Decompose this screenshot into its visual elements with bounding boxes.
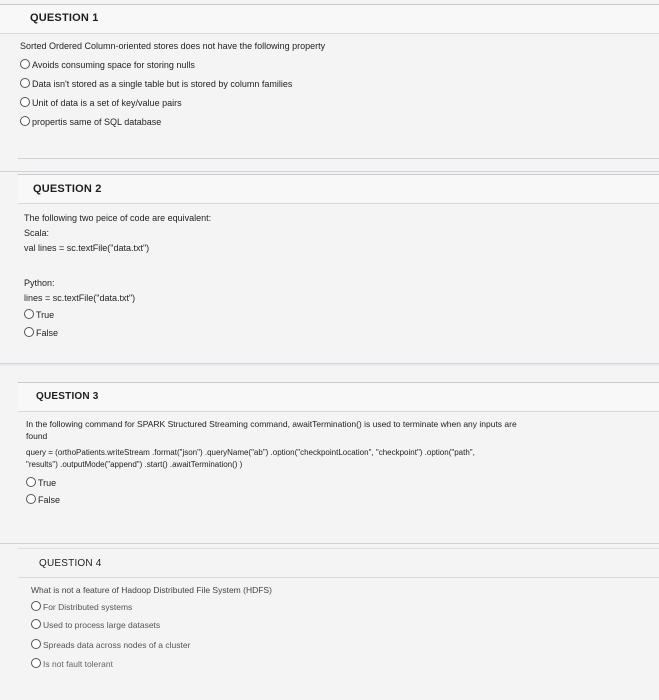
question-3-code-line-2: "results") .outputMode("append") .start() .awaitTermination() ) [26,460,243,469]
question-4-option-4[interactable]: Is not fault tolerant [31,658,113,669]
question-3-header [18,382,659,412]
question-1-option-2[interactable]: Data isn't stored as a single table but is stored by column families [20,78,292,89]
question-4-prompt: What is not a feature of Hadoop Distributed File System (HDFS) [31,585,272,595]
question-3-code-line-1: query = (orthoPatients.writeStream .format("json") .queryName("ab") .option("checkpointLocation", "checkpoint") .option("path", [26,448,475,457]
question-3-prompt-line-2: found [26,431,48,441]
radio-icon[interactable] [31,658,41,668]
scala-label: Scala: [24,228,50,238]
radio-icon[interactable] [20,59,30,69]
question-4-option-1[interactable]: For Distributed systems [31,601,132,612]
question-3-option-false[interactable]: False [26,494,60,505]
radio-icon[interactable] [31,601,41,611]
radio-icon[interactable] [20,97,30,107]
python-code: lines = sc.textFile("data.txt") [24,293,136,303]
question-3-prompt-line-1: In the following command for SPARK Structured Streaming command, awaitTermination() is used to terminate when any inputs are [26,419,517,429]
question-2-title: QUESTION 2 [33,183,102,195]
radio-icon[interactable] [26,477,36,487]
radio-icon[interactable] [31,619,41,629]
question-1-header [0,4,659,34]
question-1-prompt: Sorted Ordered Column-oriented stores does not have the following property [20,41,326,51]
radio-icon[interactable] [24,309,34,319]
radio-icon[interactable] [26,494,36,504]
question-1-option-3[interactable]: Unit of data is a set of key/value pairs [20,97,182,108]
question-1-option-4[interactable]: propertis same of SQL database [20,116,161,127]
question-4-block [0,544,659,700]
radio-icon[interactable] [31,639,41,649]
question-4-option-2[interactable]: Used to process large datasets [31,619,160,630]
question-2-option-true[interactable]: True [24,309,54,320]
question-4-option-3[interactable]: Spreads data across nodes of a cluster [31,639,190,650]
question-2-header [18,174,659,204]
question-2-block [0,172,659,364]
question-1-block [0,0,659,172]
scala-code: val lines = sc.textFile("data.txt") [24,243,150,253]
question-3-option-true[interactable]: True [26,477,56,488]
question-4-title: QUESTION 4 [39,558,102,569]
question-3-block [0,366,659,544]
radio-icon[interactable] [20,78,30,88]
question-2-option-false[interactable]: False [24,327,58,338]
radio-icon[interactable] [24,327,34,337]
question-3-title: QUESTION 3 [36,391,99,402]
python-label: Python: [24,278,55,288]
radio-icon[interactable] [20,116,30,126]
question-1-option-1[interactable]: Avoids consuming space for storing nulls [20,59,195,70]
question-4-header [18,548,659,578]
question-1-title: QUESTION 1 [30,12,99,24]
question-2-prompt: The following two peice of code are equivalent: [24,213,212,223]
divider [18,158,659,159]
